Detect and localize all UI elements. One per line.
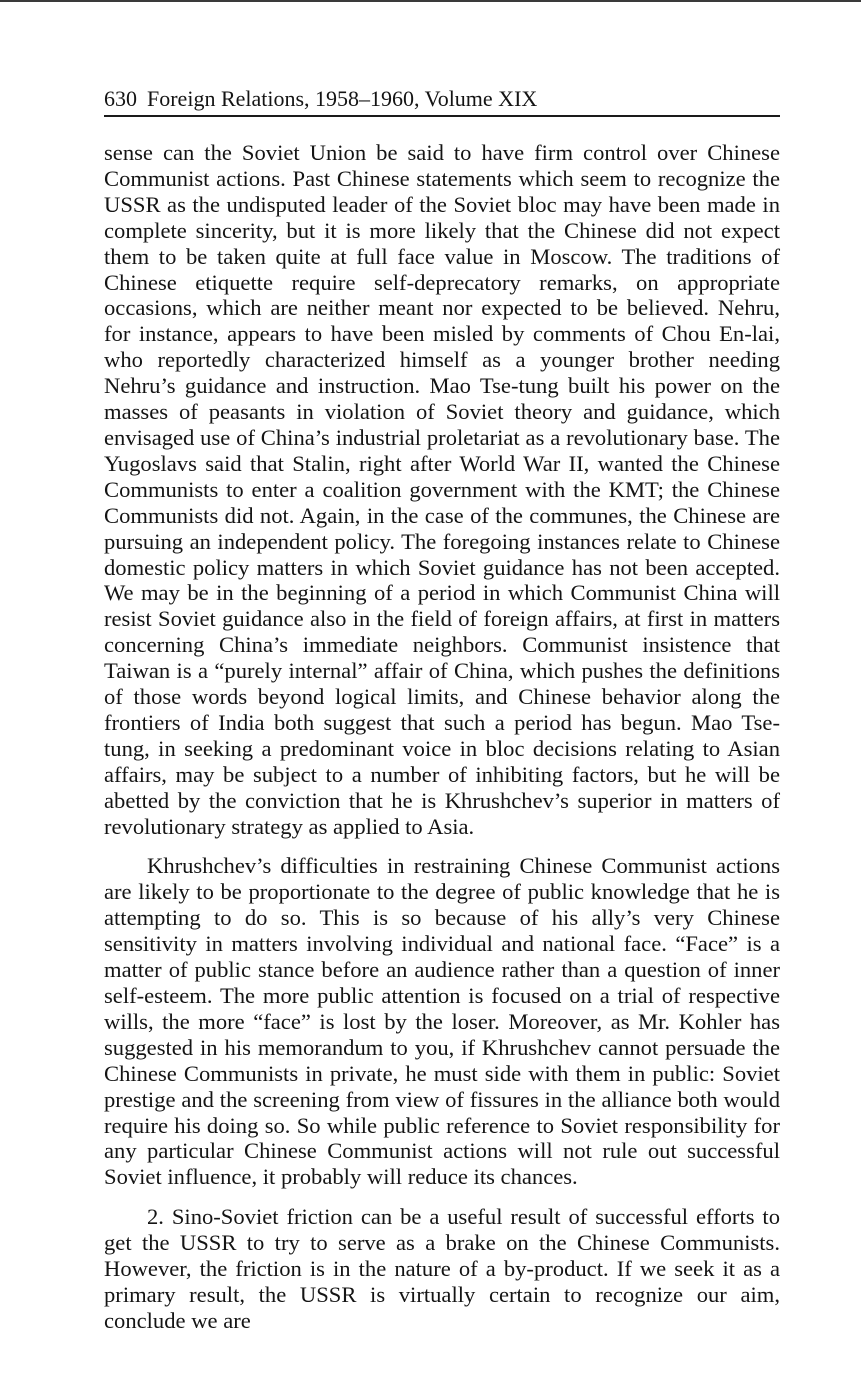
- paragraph-khrushchev-difficulties: Khrushchev’s difficulties in restraining Chinese Communist actions are likely to be proportionate to the degree of public knowledge that he is attempting to do so. This is so because of his ally’s very Chinese sensitivity in matters involving individual and national face. “Face” is a matter of public stance before an audience rather than a question of inner self-esteem. The more public attention is focused on a trial of respective wills, the more “face” is lost by the loser. Moreover, as Mr. Kohler has suggested in his memorandum to you, if Khrushchev cannot persuade the Chinese Communists in private, he must side with them in public: Soviet prestige and the screening from view of fissures in the alliance both would require his doing so. So while public reference to Soviet responsibility for any particular Chinese Communist actions will not rule out successful Soviet influence, it probably will reduce its chances.: [104, 853, 780, 1190]
- page-top-edge-rule: [0, 0, 861, 2]
- running-head: [104, 84, 780, 114]
- paragraph-continuation: sense can the Soviet Union be said to have firm control over Chinese Communist actions. Past Chinese statements which seem to recognize the USSR as the undisputed leader of the Soviet bloc may have been made in complete sincerity, but it is more likely that the Chinese did not expect them to be taken quite at full face value in Moscow. The traditions of Chinese etiquette require self-deprecatory remarks, on appropriate occasions, which are neither meant nor expected to be believed. Nehru, for instance, appears to have been misled by comments of Chou En-lai, who reportedly characterized himself as a younger brother needing Nehru’s guidance and instruction. Mao Tse-tung built his power on the masses of peasants in violation of Soviet theory and guidance, which envisaged use of China’s industrial proletariat as a revolutionary base. The Yugoslavs said that Stalin, right after World War II, wanted the Chinese Communists to enter a coalition government with the KMT; the Chinese Communists did not. Again, in the case of the communes, the Chinese are pursuing an independent policy. The foregoing instances relate to Chinese domestic policy matters in which Soviet guidance has not been accepted. We may be in the beginning of a period in which Communist China will resist Soviet guidance also in the field of foreign affairs, at first in matters concerning China’s immediate neighbors. Communist insistence that Taiwan is a “purely internal” affair of China, which pushes the definitions of those words beyond logical limits, and Chinese behavior along the frontiers of India both suggest that such a period has begun. Mao Tse-tung, in seeking a predominant voice in bloc decisions relating to Asian affairs, may be subject to a number of inhibiting factors, but he will be abetted by the conviction that he is Khrushchev’s superior in matters of revolutionary strategy as applied to Asia.: [104, 140, 780, 839]
- header-rule: [104, 115, 780, 117]
- paragraph-point-2: 2. Sino-Soviet friction can be a useful result of successful efforts to get the USSR to try to serve as a brake on the Chinese Communists. However, the friction is in the nature of a by-product. If we seek it as a primary result, the USSR is virtually certain to recognize our aim, conclude we are: [104, 1204, 780, 1333]
- page-number: 630: [104, 86, 137, 111]
- body-text: [104, 140, 780, 1334]
- running-title: Foreign Relations, 1958–1960, Volume XIX: [147, 86, 538, 111]
